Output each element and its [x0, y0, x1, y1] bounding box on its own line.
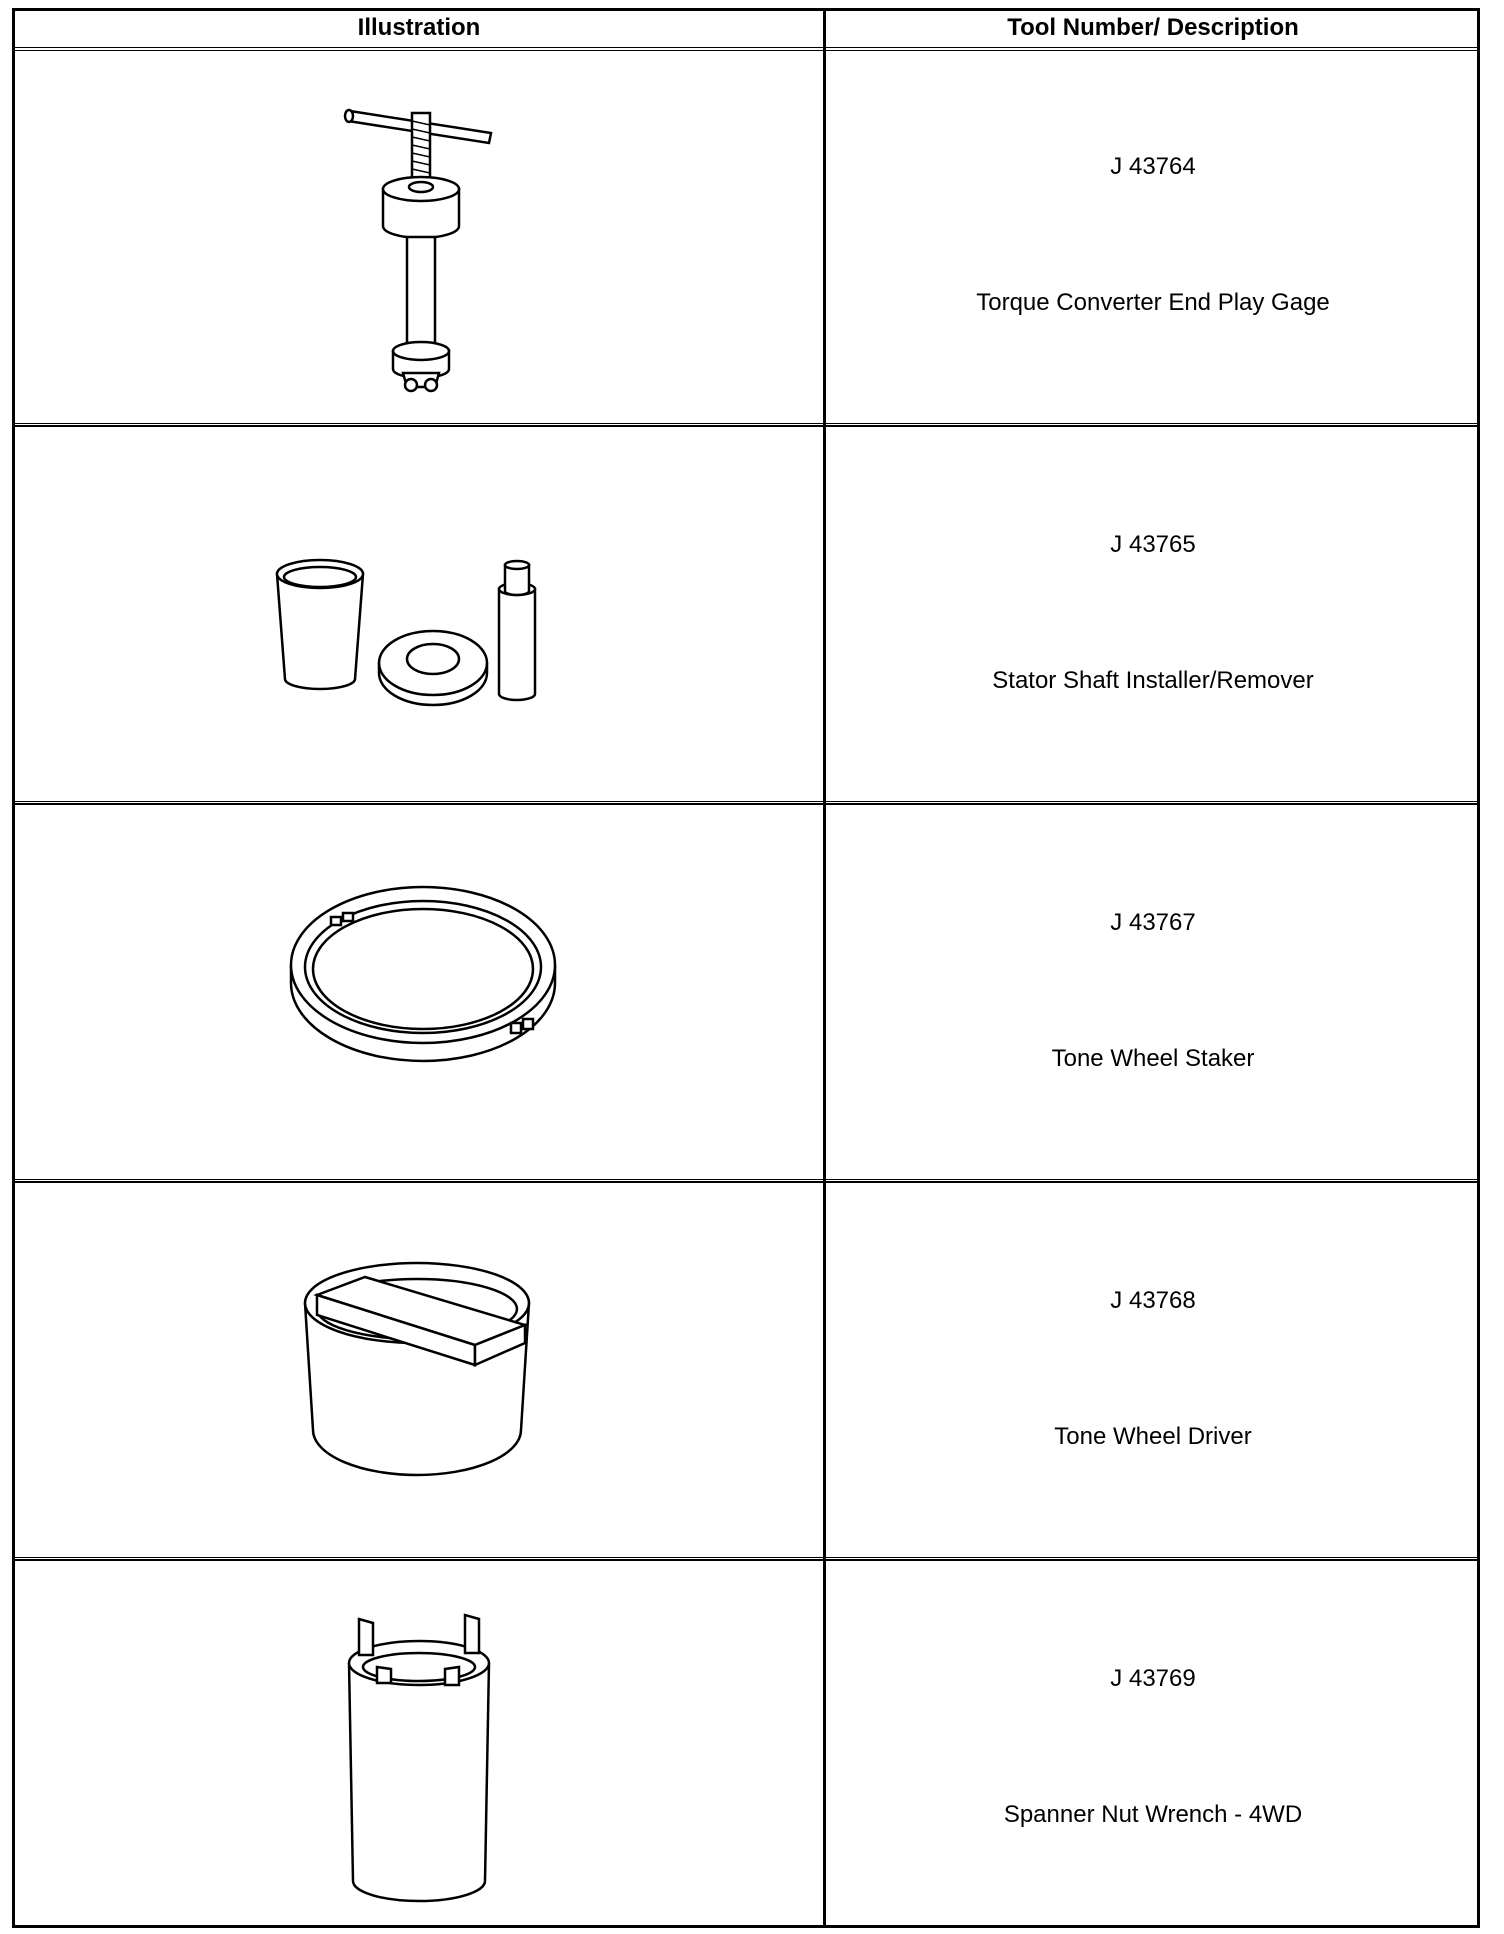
header-illustration: Illustration: [357, 14, 481, 41]
stator-shaft-installer-icon: [15, 429, 823, 803]
tool-number: J 43769: [1110, 1665, 1196, 1692]
description-cell: [826, 429, 1480, 803]
illustration-cell: [15, 51, 823, 425]
header-tool-number-description: Tool Number/ Description: [1007, 14, 1299, 41]
tool-number: J 43768: [1110, 1287, 1196, 1314]
table-row: [15, 1563, 1477, 1925]
row-separator: [15, 1557, 1477, 1561]
row-separator: [15, 801, 1477, 805]
description-cell: [826, 1563, 1480, 1925]
illustration-cell: [15, 1563, 823, 1925]
row-separator: [15, 423, 1477, 427]
table-row: [15, 1185, 1477, 1559]
illustration-cell: [15, 1185, 823, 1559]
table-row: [15, 807, 1477, 1181]
tool-description: Stator Shaft Installer/Remover: [992, 667, 1314, 694]
tool-number: J 43765: [1110, 531, 1196, 558]
description-cell: [826, 807, 1480, 1181]
tone-wheel-driver-icon: [15, 1185, 823, 1559]
description-cell: [826, 51, 1480, 425]
end-play-gage-icon: [15, 51, 823, 425]
table-row: [15, 429, 1477, 803]
tool-description: Tone Wheel Driver: [1054, 1423, 1252, 1450]
tool-number: J 43767: [1110, 909, 1196, 936]
description-cell: [826, 1185, 1480, 1559]
tone-wheel-staker-icon: [15, 807, 823, 1181]
illustration-cell: [15, 429, 823, 803]
tool-description: Tone Wheel Staker: [1051, 1045, 1255, 1072]
table-header-row: [15, 11, 1477, 51]
tool-description: Torque Converter End Play Gage: [976, 289, 1330, 316]
row-separator: [15, 1179, 1477, 1183]
table-row: [15, 51, 1477, 425]
spanner-nut-wrench-icon: [15, 1563, 823, 1925]
tool-description: Spanner Nut Wrench - 4WD: [1003, 1801, 1303, 1828]
tool-table: [12, 8, 1480, 1928]
tool-number: J 43764: [1110, 153, 1196, 180]
illustration-cell: [15, 807, 823, 1181]
